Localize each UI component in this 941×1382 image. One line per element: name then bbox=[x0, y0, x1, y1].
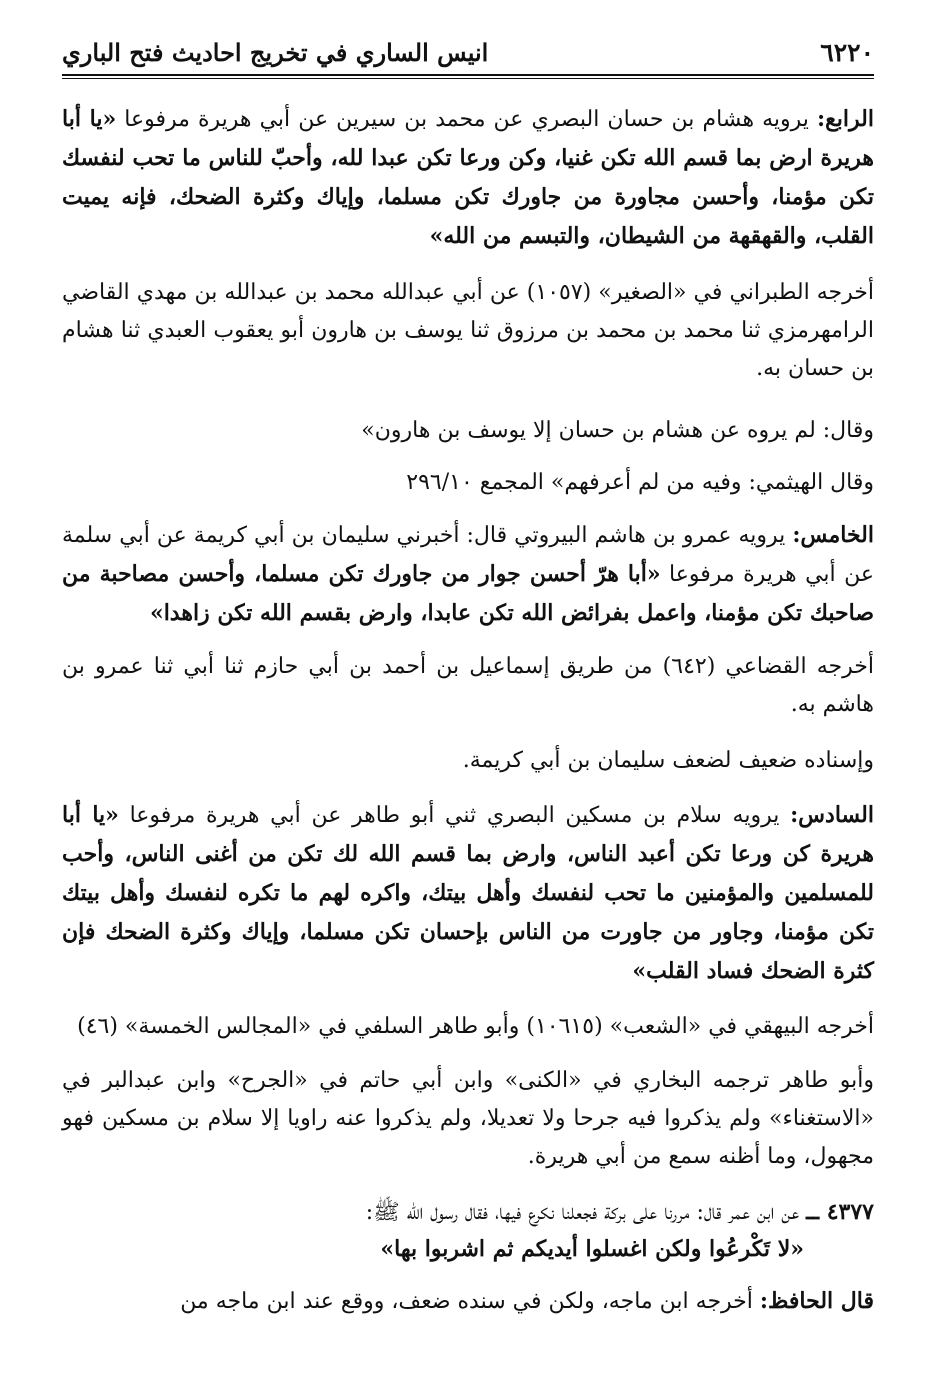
header-rule-thin bbox=[62, 78, 874, 79]
isnad-text: يرويه سلام بن مسكين البصري ثني أبو طاهر عن أبي هريرة مرفوعا bbox=[118, 803, 791, 828]
paragraph-haythami bbox=[62, 464, 874, 502]
hadith-text: «لا تَكْرعُوا ولكن اغسلوا أيديكم ثم اشربوا بها» bbox=[380, 1236, 804, 1262]
page-header bbox=[62, 36, 874, 76]
paragraph-takhrij-bayhaqi bbox=[62, 1008, 874, 1046]
paragraph-text: وإسناده ضعيف لضعف سليمان بن أبي كريمة. bbox=[462, 748, 874, 773]
paragraph-text: أخرجه الطبراني في «الصغير» (١٠٥٧) عن أبي عبدالله محمد بن عبدالله بن مهدي القاضي الرامهرمزي ثنا محمد بن محمد بن مرزوق ثنا يوسف بن هارون أبو يعقوب العبدي ثنا هشام بن حسان به. bbox=[62, 280, 874, 381]
hadith-chain: عن ابن عمر قال: مررنا على بركة فجعلنا نكرع فيها، فقال رسول الله ﷺ: bbox=[365, 1200, 807, 1225]
page-number: ٦٢٢٠ bbox=[820, 38, 874, 67]
paragraph-qala bbox=[62, 412, 874, 450]
hadith-text: «يا أبا هريرة كن ورعا تكن أعبد الناس، وارض بما قسم الله لك تكن من أغنى الناس، وأحب للمسلمين والمؤمنين ما تحب لنفسك وأهل بيتك، واكره لهم ما تكره لنفسك وأهل بيتك تكن مؤمنا، وجاور من جاورت من الناس بإحسان تكن مسلما، وإياك وكثرة الضحك فإن كثرة الضحك فساد القلب» bbox=[62, 802, 874, 984]
header-rule bbox=[62, 74, 874, 76]
paragraph-text: وقال الهيثمي: وفيه من لم أعرفهم» المجمع ٢٩٦/١٠ bbox=[406, 470, 874, 495]
section-label: قال الحافظ: bbox=[759, 1288, 874, 1314]
paragraph-text: أخرجه القضاعي (٦٤٢) من طريق إسماعيل بن أحمد بن أبي حازم ثنا أبي ثنا عمرو بن هاشم به. bbox=[62, 654, 874, 717]
paragraph-fourth-narration bbox=[62, 100, 874, 256]
paragraph-text: أخرجه ابن ماجه، ولكن في سنده ضعف، ووقع عند ابن ماجه من bbox=[180, 1289, 760, 1314]
hadith-text: «يا أبا هريرة ارض بما قسم الله تكن غنيا، وكن ورعا تكن عبدا لله، وأحبّ للناس ما تحب لنفسك تكن مؤمنا، وأحسن مجاورة من جاورك تكن مسلما، وإياك وكثرة الضحك، فإنه يميت القلب، والقهقهة من الشيطان، والتبسم من الله» bbox=[62, 106, 874, 249]
section-label: الرابع: bbox=[816, 106, 874, 132]
hadith-text: «أبا هرّ أحسن جوار من جاورك تكن مسلما، وأحسن مصاحبة من صاحبك تكن مؤمنا، واعمل بفرائض الله تكن عابدا، وارض بقسم الله تكن زاهدا» bbox=[62, 561, 874, 626]
paragraph-fifth-narration bbox=[62, 516, 874, 633]
running-title: انيس الساري في تخريج احاديث فتح الباري bbox=[62, 38, 489, 67]
hadith-4377 bbox=[62, 1194, 874, 1268]
paragraph-text: وأبو طاهر ترجمه البخاري في «الكنى» وابن أبي حاتم في «الجرح» وابن عبدالبر في «الاستغناء» ولم يذكروا فيه جرحا ولا تعديلا، ولم يذكروا عنه راويا إلا سلام بن مسكين فهو مجهول، وما أظنه سمع من أبي هريرة. bbox=[62, 1068, 874, 1169]
paragraph-takhrij-qudai bbox=[62, 648, 874, 724]
paragraph-isnad-daif bbox=[62, 742, 874, 780]
paragraph-text: وقال: لم يروه عن هشام بن حسان إلا يوسف بن هارون» bbox=[361, 418, 874, 443]
section-label: الخامس: bbox=[792, 522, 874, 548]
paragraph-text: أخرجه البيهقي في «الشعب» (١٠٦١٥) وأبو طاهر السلفي في «المجالس الخمسة» (٤٦) bbox=[77, 1014, 874, 1039]
paragraph-sixth-narration bbox=[62, 796, 874, 991]
isnad-text: يرويه هشام بن حسان البصري عن محمد بن سيرين عن أبي هريرة مرفوعا bbox=[116, 107, 817, 132]
paragraph-takhrij-tabarani bbox=[62, 274, 874, 388]
paragraph-abu-tahir bbox=[62, 1062, 874, 1176]
isnad-text: يرويه عمرو بن هاشم البيروتي قال: أخبرني سليمان بن أبي كريمة عن أبي سلمة عن أبي هريرة مرفوعا bbox=[62, 523, 874, 587]
section-label: السادس: bbox=[790, 802, 874, 828]
paragraph-qala-al-hafiz bbox=[62, 1282, 874, 1321]
hadith-number: ٤٣٧٧ ــ bbox=[806, 1199, 874, 1225]
